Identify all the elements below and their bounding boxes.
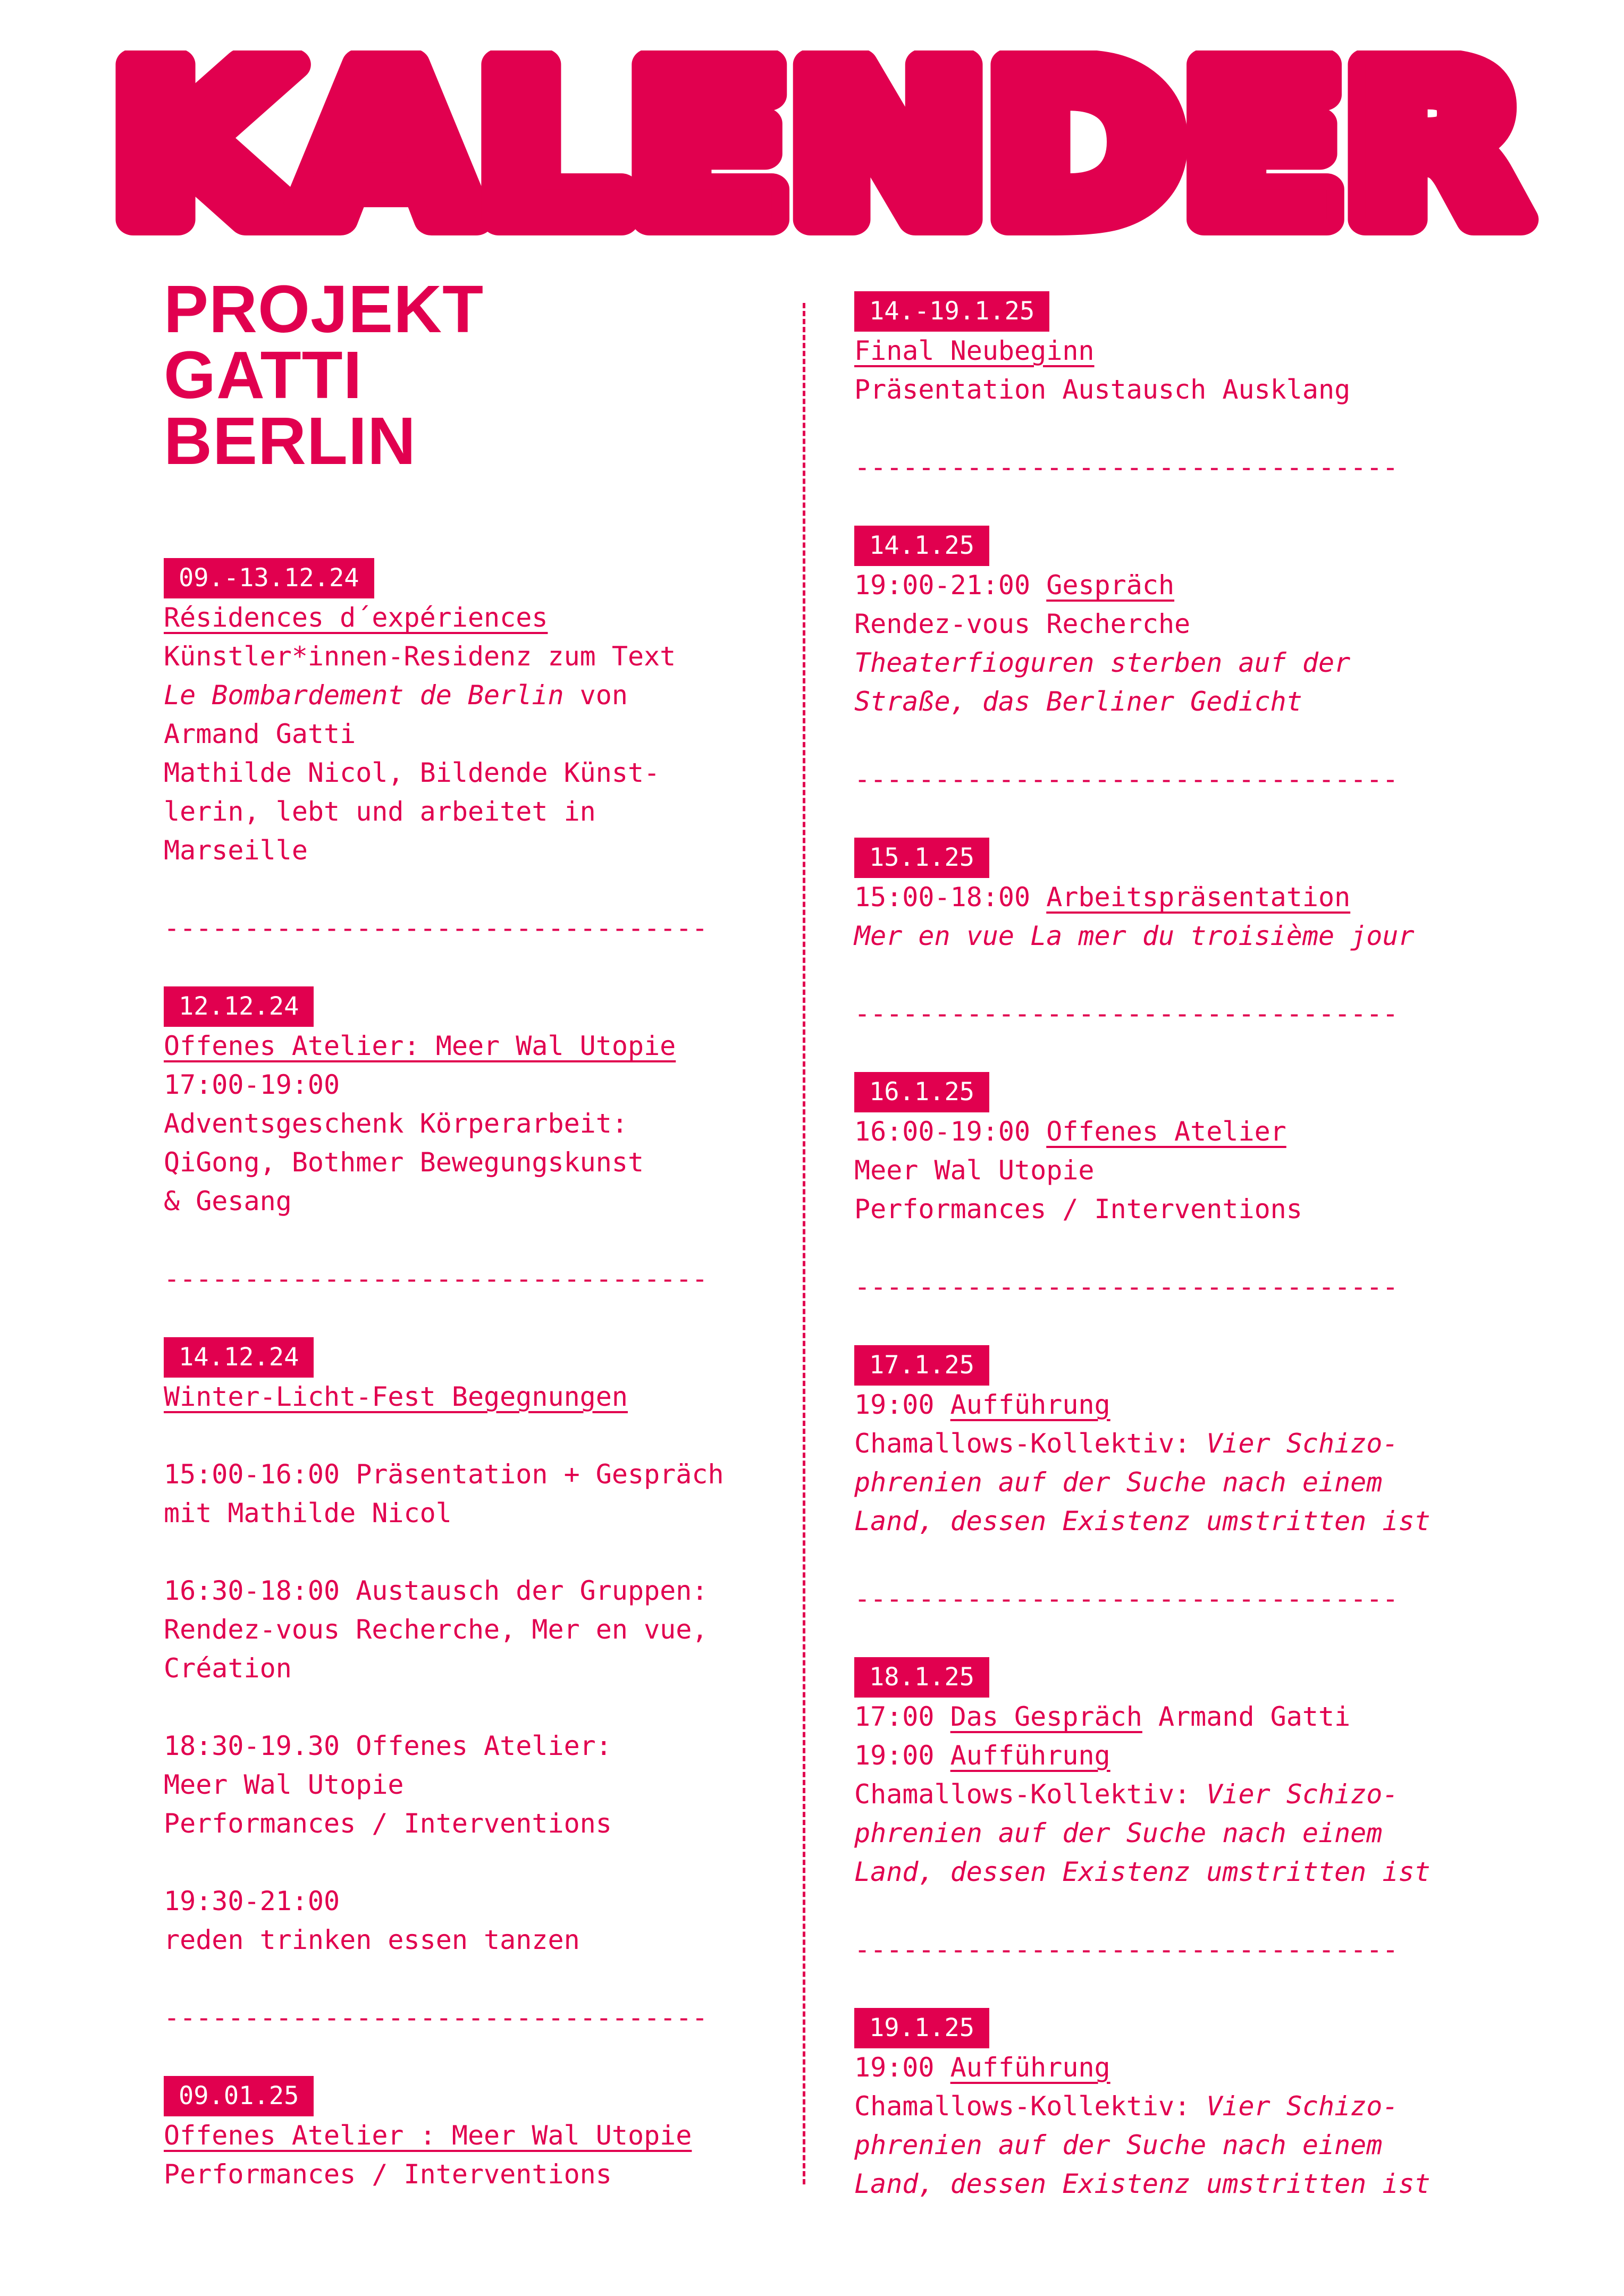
- event-line: Chamallows-Kollektiv:: [854, 2091, 1207, 2122]
- separator: ----------------------------------: [854, 1934, 1399, 1965]
- event-line: 15:00-16:00 Präsentation + Gespräch: [164, 1459, 724, 1490]
- event-title-link[interactable]: Gespräch: [1046, 570, 1175, 601]
- work-title: Land, dessen Existenz umstritten ist: [854, 2168, 1431, 2199]
- kalender-title-text: KALENDER: [112, 50, 1526, 247]
- event-line: reden trinken essen tanzen: [164, 1924, 580, 1955]
- column-divider: [803, 303, 805, 2184]
- event-line: Chamallows-Kollektiv:: [854, 1428, 1207, 1459]
- event-line: Performances / Interventions: [164, 1808, 612, 1839]
- kalender-title: [80, 50, 1558, 247]
- event-title-link[interactable]: Final Neubeginn: [854, 335, 1095, 366]
- project-heading: [164, 272, 484, 478]
- date-badge: 14.-19.1.25: [854, 291, 1049, 332]
- event-time: 19:00: [854, 1389, 950, 1420]
- event-title-link[interactable]: Résidences d´expériences: [164, 602, 548, 633]
- event-title-link[interactable]: Winter-Licht-Fest Begegnungen: [164, 1381, 628, 1412]
- date-badge: 18.1.25: [854, 1657, 989, 1698]
- event-entry: [854, 1072, 1513, 1229]
- event-title-link[interactable]: Das Gespräch: [950, 1701, 1142, 1732]
- project-heading-line: BERLIN: [164, 403, 416, 478]
- event-line: Rendez-vous Recherche: [854, 609, 1191, 639]
- event-title-link[interactable]: Offenes Atelier: Meer Wal Utopie: [164, 1031, 676, 1061]
- event-line: Rendez-vous Recherche, Mer en vue,: [164, 1614, 708, 1645]
- event-line: 17:00-19:00: [164, 1069, 340, 1100]
- date-badge: 09.-13.12.24: [164, 558, 374, 598]
- work-title: Land, dessen Existenz umstritten ist: [854, 1506, 1431, 1537]
- event-line: Mathilde Nicol, Bildende Künst-: [164, 757, 660, 788]
- work-title: Vier Schizo-: [1206, 1428, 1399, 1459]
- date-badge: 17.1.25: [854, 1345, 989, 1386]
- event-time: 19:00: [854, 2052, 950, 2083]
- event-title-link[interactable]: Offenes Atelier : Meer Wal Utopie: [164, 2120, 692, 2151]
- event-entry: [854, 838, 1513, 956]
- event-entry: [164, 558, 775, 870]
- event-entry: [854, 291, 1513, 409]
- work-title: Vier Schizo-: [1206, 1779, 1399, 1810]
- event-line: lerin, lebt und arbeitet in: [164, 796, 596, 827]
- kalender-title-graphic: [80, 50, 1558, 247]
- event-line: 16:30-18:00 Austausch der Gruppen:: [164, 1575, 708, 1606]
- event-title-link[interactable]: Arbeitspräsentation: [1046, 882, 1351, 913]
- date-badge: 12.12.24: [164, 986, 314, 1027]
- event-line: QiGong, Bothmer Bewegungskunst: [164, 1147, 644, 1178]
- work-title: Straße, das Berliner Gedicht: [854, 686, 1302, 717]
- date-badge: 14.12.24: [164, 1337, 314, 1378]
- event-line: von: [563, 680, 628, 711]
- event-time: 19:00: [854, 1740, 950, 1771]
- event-line: 18:30-19.30 Offenes Atelier:: [164, 1731, 612, 1761]
- event-line: Präsentation Austausch Ausklang: [854, 374, 1351, 405]
- work-title: Theaterfioguren sterben auf der: [854, 647, 1351, 678]
- event-line: Adventsgeschenk Körperarbeit:: [164, 1108, 628, 1139]
- event-line: Armand Gatti: [164, 719, 356, 749]
- project-heading-line: GATTI: [164, 337, 363, 412]
- event-title-link[interactable]: Offenes Atelier: [1046, 1116, 1286, 1147]
- event-line: Marseille: [164, 835, 308, 866]
- event-line: & Gesang: [164, 1186, 292, 1217]
- event-line: Chamallows-Kollektiv:: [854, 1779, 1207, 1810]
- event-entry: [164, 986, 775, 1221]
- event-entry: [164, 2076, 775, 2194]
- separator: ----------------------------------: [164, 1263, 708, 1294]
- event-title-link[interactable]: Aufführung: [950, 1740, 1110, 1771]
- event-line: Performances / Interventions: [164, 2159, 612, 2190]
- work-title: phrenien auf der Suche nach einem: [854, 2130, 1383, 2160]
- separator: ----------------------------------: [164, 913, 708, 943]
- separator: ----------------------------------: [854, 764, 1399, 795]
- date-badge: 16.1.25: [854, 1072, 989, 1112]
- event-entry: [854, 2008, 1513, 2204]
- event-time: 15:00-18:00: [854, 882, 1047, 913]
- separator: ----------------------------------: [854, 1271, 1399, 1302]
- left-column: [164, 558, 775, 2194]
- separator: ----------------------------------: [164, 2002, 708, 2033]
- event-title-link[interactable]: Aufführung: [950, 2052, 1110, 2083]
- work-title: Vier Schizo-: [1206, 2091, 1399, 2122]
- project-heading-line: PROJEKT: [164, 272, 484, 347]
- separator: ----------------------------------: [854, 1583, 1399, 1614]
- event-title-link[interactable]: Aufführung: [950, 1389, 1110, 1420]
- event-line: mit Mathilde Nicol: [164, 1498, 452, 1529]
- work-title: Le Bombardement de Berlin: [164, 680, 564, 711]
- work-title: Land, dessen Existenz umstritten ist: [854, 1856, 1431, 1887]
- date-badge: 19.1.25: [854, 2008, 989, 2048]
- event-line: Meer Wal Utopie: [854, 1155, 1095, 1186]
- work-title: phrenien auf der Suche nach einem: [854, 1467, 1383, 1498]
- event-entry: [854, 526, 1513, 721]
- date-badge: 15.1.25: [854, 838, 989, 878]
- date-badge: 09.01.25: [164, 2076, 314, 2116]
- separator: ----------------------------------: [854, 998, 1399, 1029]
- work-title: Mer en vue La mer du troisième jour: [854, 921, 1415, 951]
- event-time: 19:00-21:00: [854, 570, 1047, 601]
- event-time: 16:00-19:00: [854, 1116, 1047, 1147]
- event-entry: [164, 1337, 775, 1960]
- event-line: 19:30-21:00: [164, 1886, 340, 1917]
- right-column: [854, 291, 1513, 2204]
- event-line: Performances / Interventions: [854, 1194, 1302, 1225]
- event-line: Création: [164, 1653, 292, 1684]
- work-title: phrenien auf der Suche nach einem: [854, 1818, 1383, 1848]
- event-entry: [854, 1345, 1513, 1541]
- event-line: Armand Gatti: [1142, 1701, 1351, 1732]
- event-line: Meer Wal Utopie: [164, 1769, 404, 1800]
- event-entry: [854, 1657, 1513, 1892]
- event-time: 17:00: [854, 1701, 950, 1732]
- separator: ----------------------------------: [854, 452, 1399, 483]
- event-line: Künstler*innen-Residenz zum Text: [164, 641, 676, 672]
- date-badge: 14.1.25: [854, 526, 989, 566]
